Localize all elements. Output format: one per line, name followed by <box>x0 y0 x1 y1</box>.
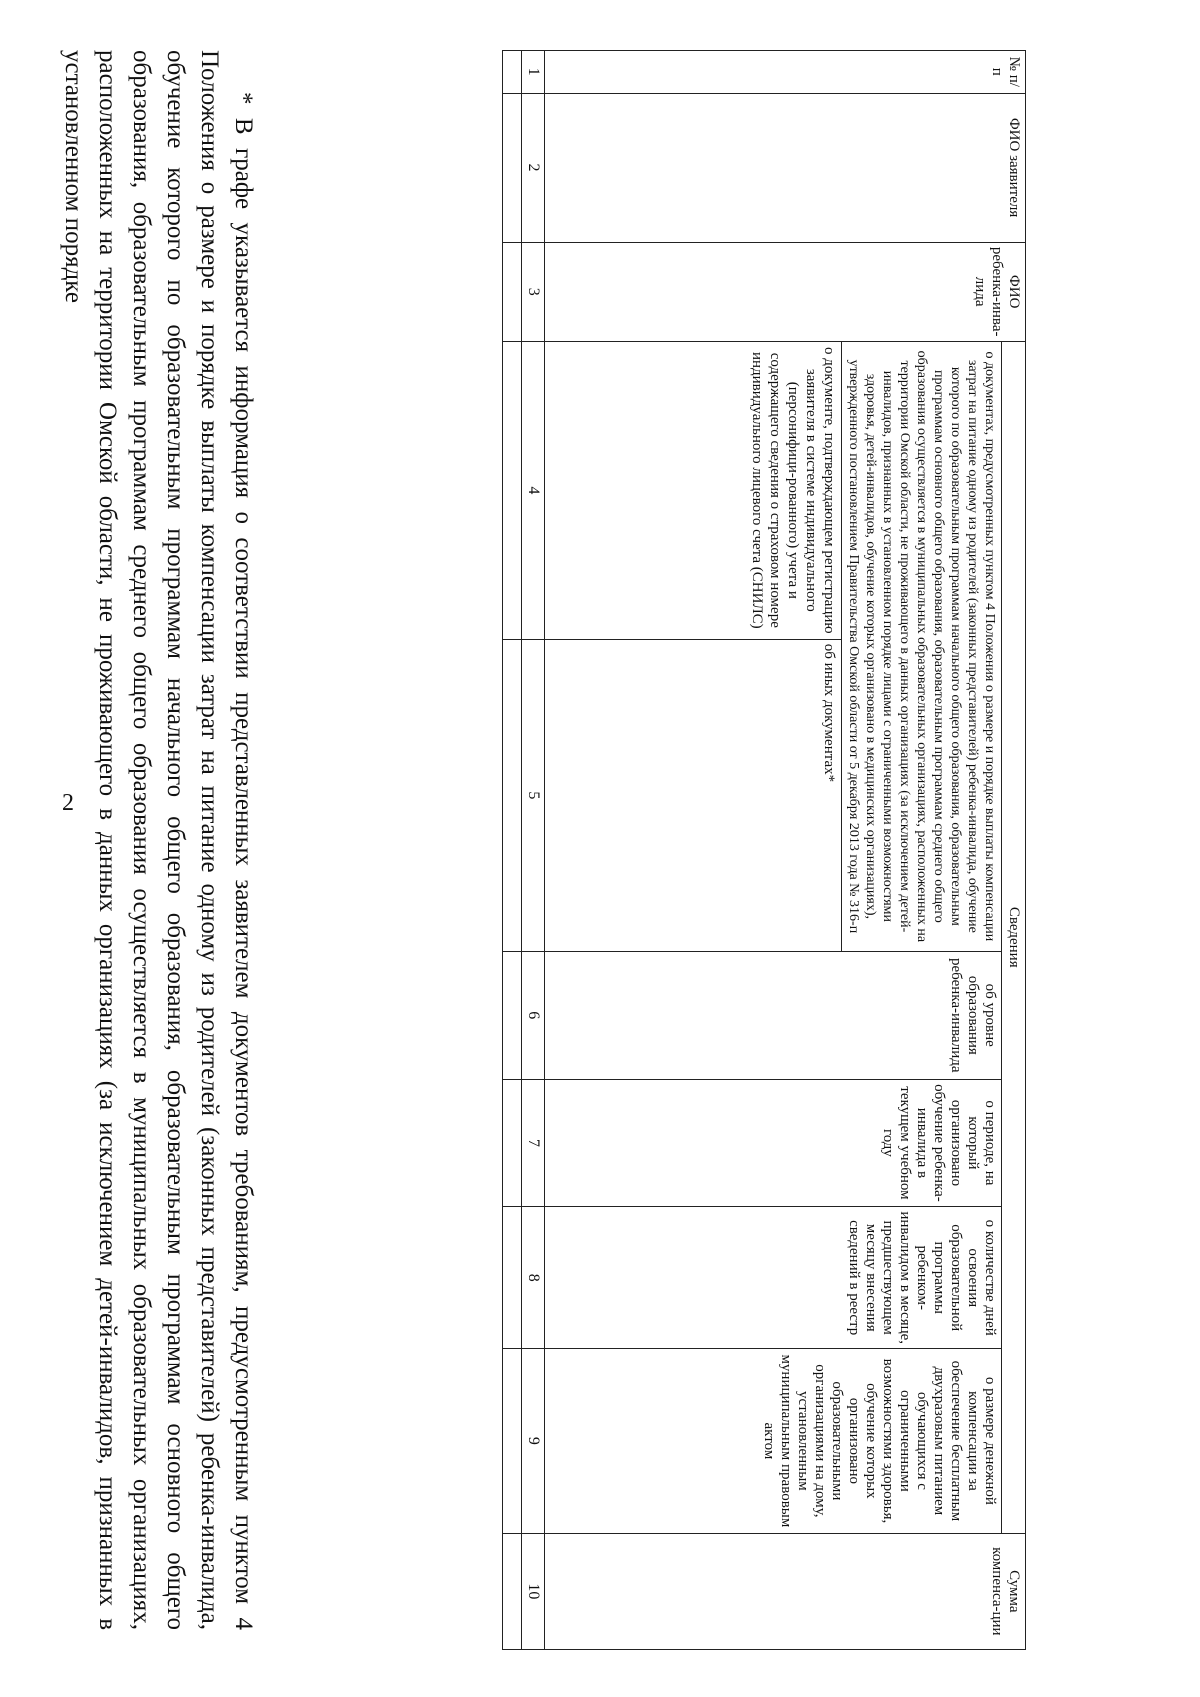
column-numbers-row <box>522 51 545 1650</box>
header-education-level: об уровне образования ребенка-инвалида <box>545 951 1002 1079</box>
column-number: 3 <box>522 242 545 341</box>
column-number: 6 <box>522 951 545 1079</box>
header-documents: о документах, предусмотренных пунктом 4 Положения о размере и порядке выплаты компенсации затрат на питание одному из родителей (законных представителей) ребенка-инвалида, обучение которого по образовательным программам начального общего образования, образовательным программам основного общего образования, образовательным программам среднего общего образования осуществляется в муниципальных образовательных организациях, расположенных на территории Омской области, не проживающего в данных организациях (за исключением детей-инвалидов, признанных в установленном порядке лицами с ограниченными возможностями здоровья, детей-инвалидов, обучение которых организовано в медицинских организациях), утвержденного постановлением Правительства Омской области от 5 декабря 2013 года № 316-п <box>842 341 1002 951</box>
column-number: 1 <box>522 51 545 94</box>
header-group-svedeniya: Сведения <box>1002 341 1026 1533</box>
rotated-sheet <box>60 50 1026 1650</box>
header-days-count: о количестве дней освоения образовательной программы ребенком-инвалидом в месяце, предшествующем месяцу внесения сведений в реестр <box>545 1207 1002 1349</box>
empty-data-row <box>503 51 522 1650</box>
column-number: 4 <box>522 341 545 639</box>
registry-table <box>502 50 1026 1650</box>
header-study-period: о периоде, на который организовано обучение ребенка-инвалида в текущем учебном году <box>545 1079 1002 1207</box>
page-number: 2 <box>62 790 74 816</box>
footnote <box>56 50 260 1630</box>
header-other-documents: об иных документах* <box>545 639 842 951</box>
footnote-text: * В графе указывается информация о соответствии представленных заявителем документов требованиям, предусмотренным пунктом 4 Положения о размере и порядке выплаты компенсации затрат на питание одному из родителей (законных представителей) ребенка-инвалида, обучение которого по образовательным программам начального общего образования, образовательным программам основного общего образования, образовательным программам среднего общего образования осуществляется в муниципальных образовательных организациях, расположенных на территории Омской области, не проживающего в данных организациях (за исключением детей-инвалидов, признанных в установленном порядке <box>60 50 257 1630</box>
column-number: 7 <box>522 1079 545 1207</box>
header-compensation-sum: Сумма компенса-ции <box>545 1533 1026 1649</box>
header-number: № п/п <box>545 51 1026 94</box>
header-compensation-amount: о размере денежной компенсации за обеспечение бесплатным двухразовым питанием обучающихся с ограниченными возможностями здоровья, обучение которых организовано образовательными организациями на дому, установленным муниципальным правовым актом <box>545 1349 1002 1534</box>
column-number: 5 <box>522 639 545 951</box>
column-number: 9 <box>522 1349 545 1534</box>
column-number: 8 <box>522 1207 545 1349</box>
header-child-name: ФИО ребенка-инва-лида <box>545 242 1026 341</box>
column-number: 2 <box>522 93 545 242</box>
header-applicant-name: ФИО заявителя <box>545 93 1026 242</box>
column-number: 10 <box>522 1533 545 1649</box>
header-snils-document: о документе, подтверждающем регистрацию заявителя в системе индивидуального (персонифици-рованного) учета и содержащего сведения о страховом номере индивидуального лицевого счета (СНИЛС) <box>545 341 842 639</box>
